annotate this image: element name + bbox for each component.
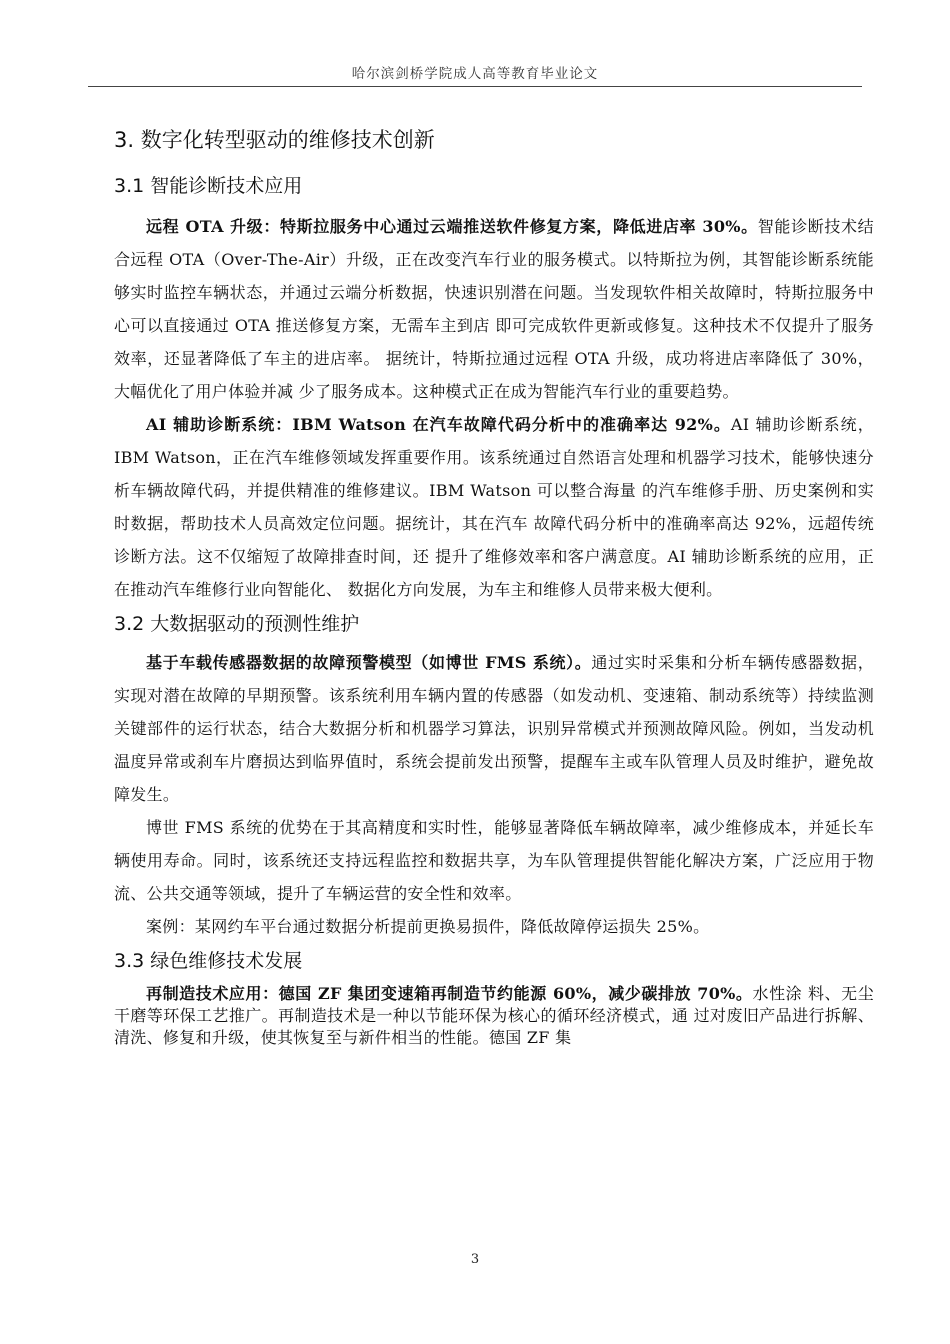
paragraph-text: 案例：某网约车平台通过数据分析提前更换易损件，降低故障停运损失 25%。 bbox=[146, 917, 710, 936]
chapter-heading: 3. 数字化转型驱动的维修技术创新 bbox=[114, 128, 435, 152]
paragraph-text: 通过实时采集和分析车辆传感器数据，实现对潜在故障的早期预警。该系统利用车辆内置的传感器（如发动机、变速箱、制动系统等）持续监测关键部件的运行状态，结合大数据分析和机器学习算法，识别异常模式并预测故障风险。例如，当发动机温度异常或刹车片磨损达到临界值时，系统会提前发出预警，提醒车主或车队管理人员及时维护，避免故障发生。 bbox=[114, 653, 875, 804]
subsection-heading-3-3: 3.3 绿色维修技术发展 bbox=[114, 950, 303, 972]
page-body bbox=[114, 108, 874, 1049]
paragraph bbox=[114, 646, 874, 811]
subsection-heading-3-1: 3.1 智能诊断技术应用 bbox=[114, 175, 303, 197]
paragraph bbox=[114, 210, 874, 408]
paragraph-text: 博世 FMS 系统的优势在于其高精度和实时性，能够显著降低车辆故障率，减少维修成本，并延长车辆使用寿命。同时，该系统还支持远程监控和数据共享，为车队管理提供智能化解决方案，广泛应用于物流、公共交通等领域，提升了车辆运营的安全性和效率。 bbox=[114, 818, 874, 903]
paragraph bbox=[114, 811, 874, 910]
page-number: 3 bbox=[470, 1252, 480, 1267]
paragraph-lead: 再制造技术应用：德国 ZF 集团变速箱再制造节约能源 60%，减少碳排放 70%。 bbox=[146, 984, 753, 1003]
paragraph bbox=[114, 910, 874, 943]
header-divider bbox=[88, 86, 862, 87]
paragraph-lead: 远程 OTA 升级：特斯拉服务中心通过云端推送软件修复方案，降低进店率 30%。 bbox=[146, 217, 758, 236]
paragraph-text: 智能诊断技术结合远程 OTA（Over-The-Air）升级，正在改变汽车行业的服务模式。以特斯拉为例，其智能诊断系统能够实时监控车辆状态，并通过云端分析数据，快速识别潜在问题。当发现软件相关故障时，特斯拉服务中心可以直接通过 OTA 推送修复方案，无需车主到店 即可完成软件更新或修复。这种技术不仅提升了服务效率，还显著降低了车主的进店率。 据统计，特斯拉通过远程 OTA 升级，成功将进店率降低了 30%，大幅优化了用户体验并减 少了服务成本。这种模式正在成为智能汽车行业的重要趋势。 bbox=[114, 217, 874, 401]
running-header: 哈尔滨剑桥学院成人高等教育毕业论文 bbox=[351, 66, 599, 82]
paragraph-lead: 基于车载传感器数据的故障预警模型（如博世 FMS 系统）。 bbox=[146, 653, 592, 672]
paragraph bbox=[114, 408, 874, 606]
paragraph-lead: AI 辅助诊断系统：IBM Watson 在汽车故障代码分析中的准确率达 92%。 bbox=[146, 415, 731, 434]
subsection-heading-3-2: 3.2 大数据驱动的预测性维护 bbox=[114, 613, 360, 635]
paragraph bbox=[114, 983, 874, 1049]
paragraph-text: 水性涂 料、无尘干磨等环保工艺推广。再制造技术是一种以节能环保为核心的循环经济模式，通 过对废旧产品进行拆解、清洗、修复和升级，使其恢复至与新件相当的性能。德国 ZF 集 bbox=[114, 984, 874, 1047]
paragraph-text: AI 辅助诊断系统，IBM Watson，正在汽车维修领域发挥重要作用。该系统通过自然语言处理和机器学习技术，能够快速分析车辆故障代码，并提供精准的维修建议。IBM Watson 可以整合海量 的汽车维修手册、历史案例和实时数据，帮助技术人员高效定位问题。据统计，其在汽车 故障代码分析中的准确率高达 92%，远超传统诊断方法。这不仅缩短了故障排查时间，还 提升了维修效率和客户满意度。AI 辅助诊断系统的应用，正在推动汽车维修行业向智能化、 数据化方向发展，为车主和维修人员带来极大便利。 bbox=[114, 415, 874, 599]
